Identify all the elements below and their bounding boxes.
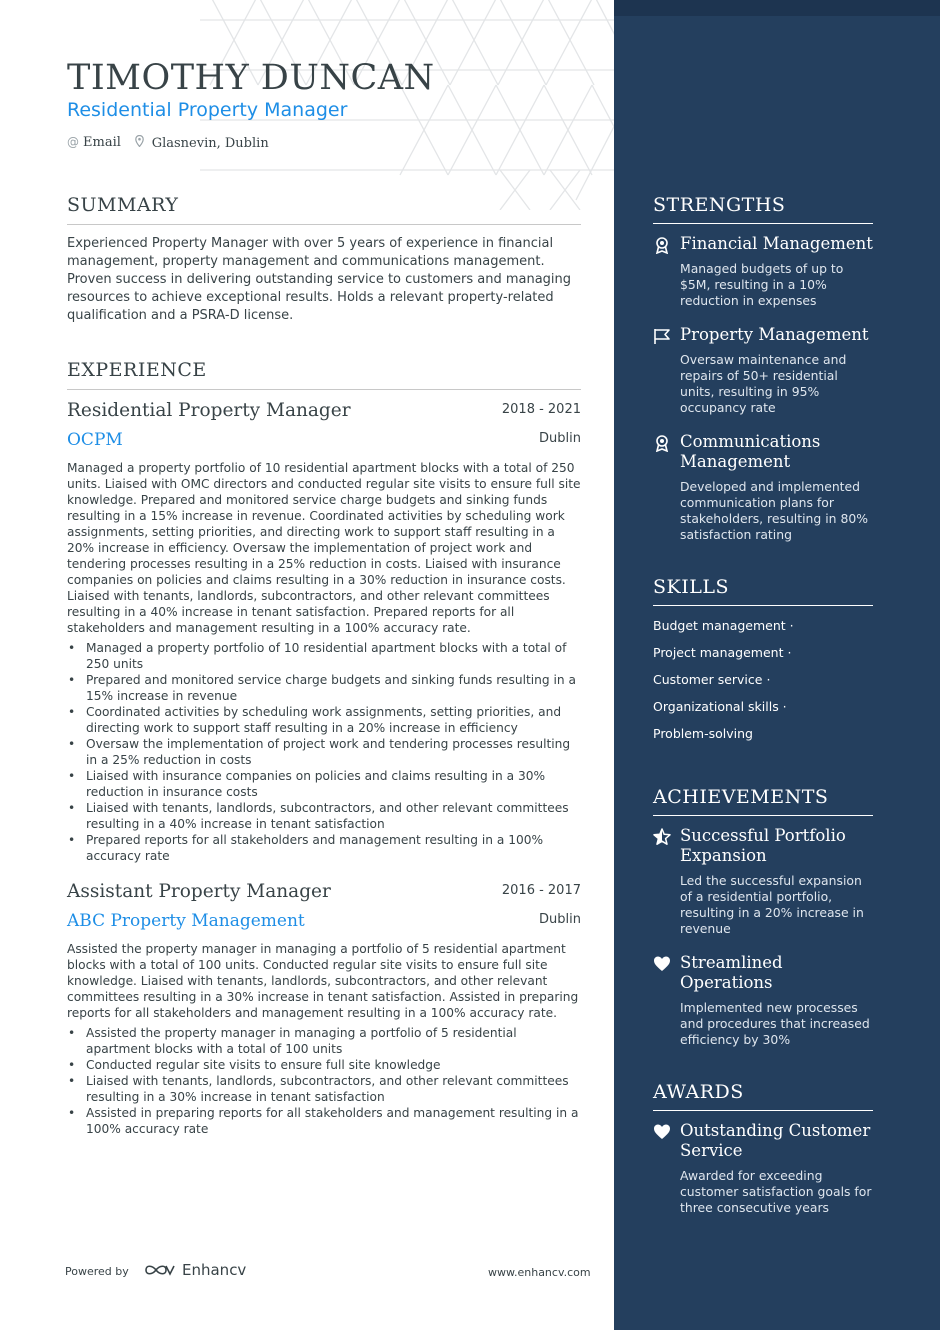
job-dates: 2018 - 2021 xyxy=(501,402,581,417)
strength-title: Financial Management xyxy=(680,234,873,253)
award-icon xyxy=(653,236,671,254)
list-item: • Coordinated activities by scheduling work assignments, setting priorities, and directing work to support staff resulting in a 20% increase in efficiency xyxy=(67,704,581,736)
experience-heading: EXPERIENCE xyxy=(67,359,581,390)
achievement-title: Successful Portfolio Expansion xyxy=(680,826,846,865)
enhancv-logo-icon xyxy=(144,1262,176,1278)
strengths-heading: STRENGTHS xyxy=(653,194,873,224)
job-description: Assisted the property manager in managing a portfolio of 5 residential apartment blocks with a total of 100 units. Conducted regular site visits to ensure full site knowledge. Liaised with tenants, landlords, subcontractors, and other relevant committees resulting in a 30% increase in tenant satisfaction. Assisted in preparing reports for all stakeholders and management resulting in a 100% accuracy rate. xyxy=(67,942,579,1020)
summary-text: Experienced Property Manager with over 5 years of experience in financial management, property management and communications management. Proven success in delivering outstanding service to customers and managing resources to achieve exceptional results. Holds a relevant property-related qualification and a PSRA-D license. xyxy=(67,236,572,323)
job-company: OCPM xyxy=(67,430,123,450)
candidate-title: Residential Property Manager xyxy=(67,99,348,121)
location-label: Glasnevin, Dublin xyxy=(151,136,269,151)
brand-logo[interactable] xyxy=(144,1261,246,1279)
at-icon: @ xyxy=(67,135,79,149)
list-item: • Prepared reports for all stakeholders and management resulting in a 100% accuracy rate xyxy=(67,832,581,864)
skills-heading: SKILLS xyxy=(653,576,873,606)
job-role: Assistant Property Manager xyxy=(67,881,331,902)
heart-icon xyxy=(653,1123,671,1141)
award-description: Awarded for exceeding customer satisfaction goals for three consecutive years xyxy=(680,1168,872,1215)
skill-item: Customer service · xyxy=(653,672,771,687)
skill-item: Project management · xyxy=(653,645,792,660)
achievement-description: Led the successful expansion of a residential portfolio, resulting in a 20% increase in revenue xyxy=(680,873,864,936)
strength-description: Oversaw maintenance and repairs of 50+ residential units, resulting in 95% occupancy rate xyxy=(680,352,847,415)
strength-title: Communications Management xyxy=(680,432,821,471)
job-entry xyxy=(67,881,581,1141)
awards-heading: AWARDS xyxy=(653,1081,873,1111)
list-item: • Managed a property portfolio of 10 residential apartment blocks with a total of 250 units xyxy=(67,640,581,672)
list-item: • Liaised with insurance companies on policies and claims resulting in a 30% reduction in insurance costs xyxy=(67,768,581,800)
job-company: ABC Property Management xyxy=(67,911,305,931)
job-location: Dublin xyxy=(539,431,581,446)
job-entry xyxy=(67,400,581,870)
job-location: Dublin xyxy=(539,912,581,927)
brand-name: Enhancv xyxy=(182,1261,247,1279)
contact-info xyxy=(67,135,269,151)
website-link[interactable]: www.enhancv.com xyxy=(488,1266,591,1279)
list-item: • Liaised with tenants, landlords, subcontractors, and other relevant committees resulting in a 30% increase in tenant satisfaction xyxy=(67,1073,581,1105)
email-label: Email xyxy=(83,135,121,150)
summary-heading: SUMMARY xyxy=(67,194,581,225)
location-pin-icon xyxy=(135,136,148,150)
award-title: Outstanding Customer Service xyxy=(680,1121,871,1160)
skill-item: Organizational skills · xyxy=(653,699,787,714)
powered-by-label: Powered by xyxy=(65,1265,129,1278)
award-icon xyxy=(653,434,671,452)
heart-icon xyxy=(653,955,671,973)
candidate-name: TIMOTHY DUNCAN xyxy=(67,58,435,98)
skill-item: Budget management · xyxy=(653,618,794,633)
flag-icon xyxy=(653,327,671,345)
email-contact[interactable] xyxy=(67,135,121,151)
list-item: • Liaised with tenants, landlords, subcontractors, and other relevant committees resulting in a 40% increase in tenant satisfaction xyxy=(67,800,581,832)
job-bullets xyxy=(67,640,581,864)
job-description: Managed a property portfolio of 10 residential apartment blocks with a total of 250 units. Liaised with OMC directors and conducted regular site visits to ensure full site knowledge. Prepared and monitored service charge budgets and sinking funds resulting in a 15% increase in revenue. Coordinated activities by scheduling work assignments, setting priorities, and directing work to support staff resulting in a 20% increase in efficiency. Oversaw the implementation of project work and tendering processes resulting in a 25% reduction in costs. Liaised with insurance companies on policies and claims resulting in a 30% reduction in insurance costs. Liaised with tenants, landlords, subcontractors, and other relevant committees resulting in a 40% increase in tenant satisfaction. Prepared reports for all stakeholders and management resulting in a 100% accuracy rate. xyxy=(67,461,581,635)
achievements-heading: ACHIEVEMENTS xyxy=(653,786,873,816)
job-bullets xyxy=(67,1025,581,1137)
achievement-description: Implemented new processes and procedures that increased efficiency by 30% xyxy=(680,1000,870,1047)
list-item: • Assisted in preparing reports for all stakeholders and management resulting in a 100% accuracy rate xyxy=(67,1105,581,1137)
skill-item: Problem-solving xyxy=(653,726,753,741)
job-role: Residential Property Manager xyxy=(67,400,351,421)
list-item: • Assisted the property manager in managing a portfolio of 5 residential apartment blocks with a total of 100 units xyxy=(67,1025,581,1057)
star-icon xyxy=(653,828,671,846)
strength-description: Managed budgets of up to $5M, resulting in a 10% reduction in expenses xyxy=(680,261,844,308)
job-dates: 2016 - 2017 xyxy=(501,883,581,898)
list-item: • Conducted regular site visits to ensure full site knowledge xyxy=(67,1057,581,1073)
strength-description: Developed and implemented communication plans for stakeholders, resulting in 80% satisfaction rating xyxy=(680,479,868,542)
strength-title: Property Management xyxy=(680,325,869,344)
sidebar-top-strip xyxy=(614,0,940,16)
list-item: • Prepared and monitored service charge budgets and sinking funds resulting in a 15% increase in revenue xyxy=(67,672,581,704)
achievement-title: Streamlined Operations xyxy=(680,953,783,992)
list-item: • Oversaw the implementation of project work and tendering processes resulting in a 25% reduction in costs xyxy=(67,736,581,768)
location-contact xyxy=(135,135,269,151)
